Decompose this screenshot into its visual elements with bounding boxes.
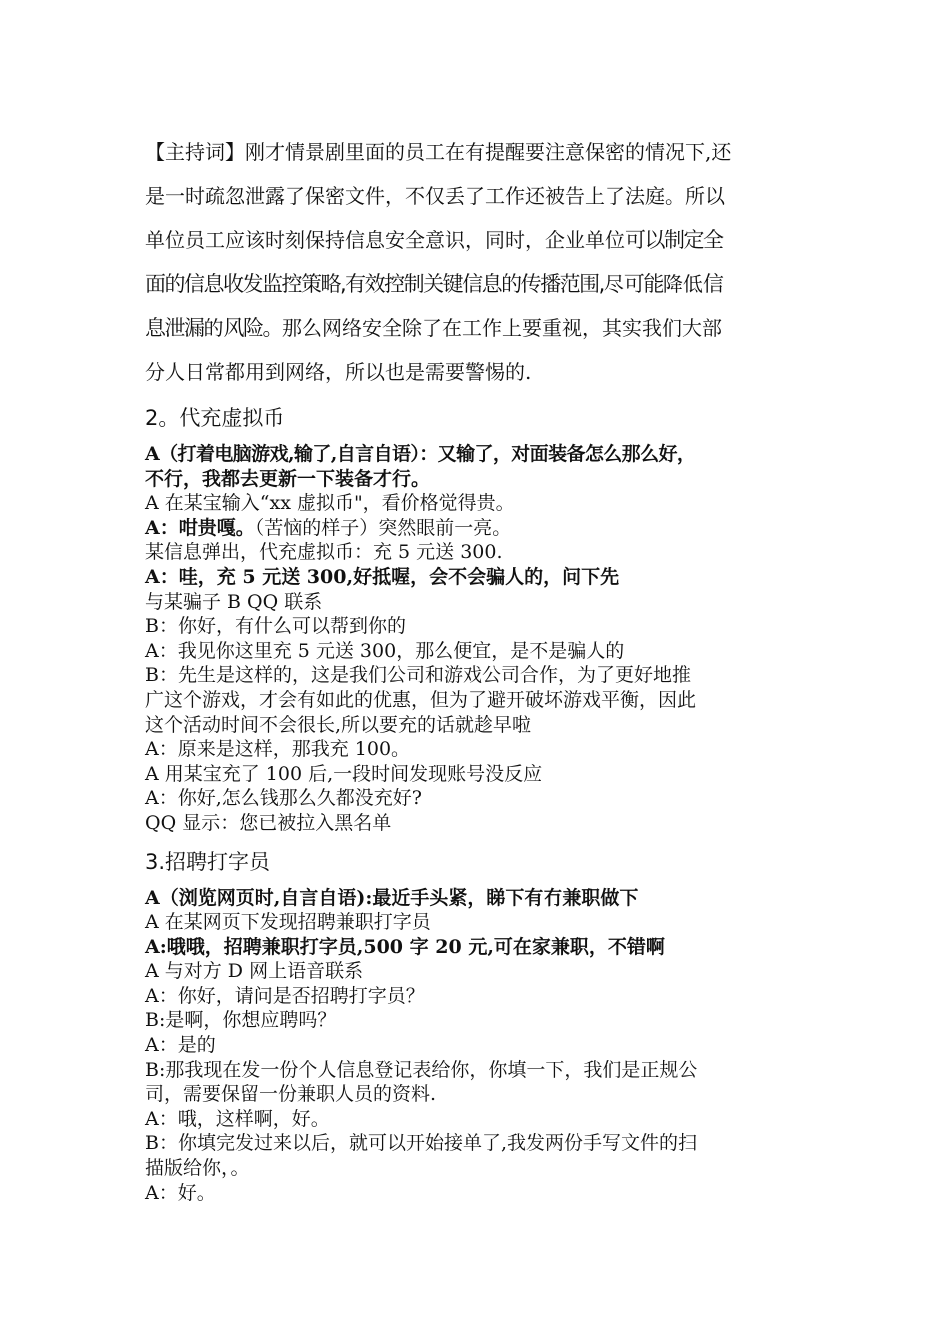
host-line-2: 是一时疏忽泄露了保密文件，不仅丢了工作还被告上了法庭。所以 [145,184,725,208]
script-line: A 在某网页下发现招聘兼职打字员 [145,911,431,934]
script-line: A：咁贵嘎。（苦恼的样子）突然眼前一亮。 [145,516,512,539]
host-line-5: 息泄漏的风险。那么网络安全除了在工作上要重视，其实我们大部 [145,316,722,340]
script-line: A：你好，请问是否招聘打字员？ [145,984,425,1007]
script-line: A 在某宝输入“xx 虚拟币"，看价格觉得贵。 [145,492,515,515]
script-line: A：我见你这里充 5 元送 300，那么便宜，是不是骗人的 [145,639,625,662]
script-line: QQ 显示：您已被拉入黑名单 [145,811,392,834]
script-line: A 用某宝充了 100 后,一段时间发现账号没反应 [145,762,543,785]
script-line: A:哦哦，招聘兼职打字员,500 字 20 元,可在家兼职，不错啊 [145,935,665,958]
script-line: A：原来是这样，那我充 100。 [145,738,411,761]
script-line: A：哦，这样啊，好。 [145,1107,330,1130]
script-line: 描版给你，。 [145,1157,250,1180]
script-line: A（打着电脑游戏,输了,自言自语）：又输了，对面装备怎么那么好， [145,443,696,465]
script-line: 与某骗子 B QQ 联系 [145,590,323,613]
script-line: A（浏览网页时,自言自语):最近手头紧，睇下有冇兼职做下 [145,886,639,909]
script-line: A：好。 [145,1181,216,1204]
document-body [145,130,813,1205]
host-line-3: 单位员工应该时刻保持信息安全意识，同时，企业单位可以制定全 [145,228,723,252]
section-3-script [145,886,813,1206]
script-line: A 与对方 D 网上语音联系 [145,960,364,983]
section-2-heading: 2。代充虚拟币 [145,406,285,430]
host-line-6: 分人日常都用到网络，所以也是需要警惕的. [145,360,532,384]
host-line-1: 【主持词】刚才情景剧里面的员工在有提醒要注意保密的情况下,还 [145,140,732,164]
section-2-script [145,442,813,836]
script-line: A：你好,怎么钱那么久都没充好? [145,787,422,810]
script-line: B：你好，有什么可以帮到你的 [145,615,406,638]
script-line: B：你填完发过来以后，就可以开始接单了,我发两份手写文件的扫 [145,1132,698,1155]
script-line: B：先生是这样的，这是我们公司和游戏公司合作，为了更好地推 [145,664,691,687]
script-line: 司，需要保留一份兼职人员的资料. [145,1083,437,1106]
section-3-heading: 3.招聘打字员 [145,849,271,874]
script-line: 广这个游戏，才会有如此的优惠，但为了避开破坏游戏平衡，因此 [145,688,697,711]
host-line-4: 面的信息收发监控策略,有效控制关键信息的传播范围,尽可能降低信 [145,272,723,296]
script-line: A：是的 [145,1034,216,1057]
script-line: A：哇，充 5 元送 300,好抵喔，会不会骗人的，问下先 [145,565,620,588]
script-line: 不行，我都去更新一下装备才行。 [145,467,431,490]
script-line: B:那我现在发一份个人信息登记表给你，你填一下，我们是正规公 [145,1058,698,1081]
script-line: 这个活动时间不会很长,所以要充的话就趁早啦 [145,713,532,736]
host-script-paragraph [145,130,813,394]
script-line: B:是啊，你想应聘吗？ [145,1009,337,1032]
script-line: 某信息弹出，代充虚拟币：充 5 元送 300. [145,541,503,564]
